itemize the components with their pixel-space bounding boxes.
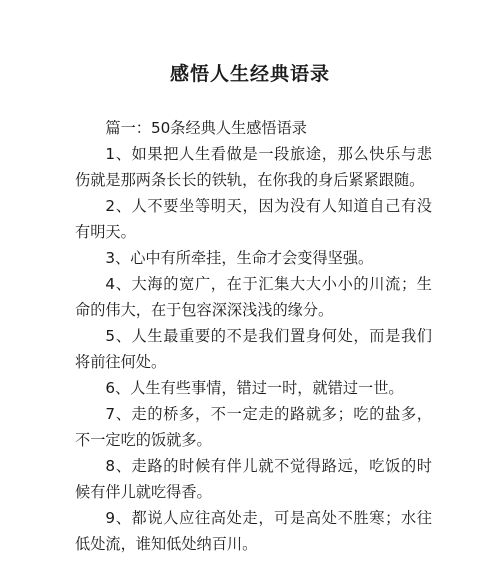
quote-paragraph-9: 9、都说人应往高处走，可是高处不胜寒；水往低处流，谁知低处纳百川。 — [75, 509, 432, 553]
quote-paragraph-6: 6、人生有些事情，错过一时，就错过一世。 — [105, 379, 404, 397]
quote-paragraph-4: 4、大海的宽广，在于汇集大大小小的川流；生命的伟大，在于包容深深浅浅的缘分。 — [75, 275, 432, 319]
section-heading: 篇一：50条经典人生感悟语录 — [105, 119, 307, 137]
quote-paragraph-3: 3、心中有所牵挂，生命才会变得坚强。 — [105, 249, 374, 267]
quote-paragraph-8: 8、走路的时候有伴儿就不觉得路远，吃饭的时候有伴儿就吃得香。 — [75, 457, 432, 501]
quote-paragraph-2: 2、人不要坐等明天，因为没有人知道自己有没有明天。 — [75, 197, 432, 241]
quote-paragraph-7: 7、走的桥多，不一定走的路就多；吃的盐多，不一定吃的饭就多。 — [75, 405, 432, 449]
document-body — [75, 115, 432, 557]
document-title: 感悟人生经典语录 — [169, 63, 330, 85]
quote-paragraph-1: 1、如果把人生看做是一段旅途，那么快乐与悲伤就是那两条长长的铁轨，在你我的身后紧紧跟随。 — [75, 145, 432, 189]
quote-paragraph-5: 5、人生最重要的不是我们置身何处，而是我们将前往何处。 — [75, 327, 432, 371]
bottom-fade — [0, 555, 500, 565]
